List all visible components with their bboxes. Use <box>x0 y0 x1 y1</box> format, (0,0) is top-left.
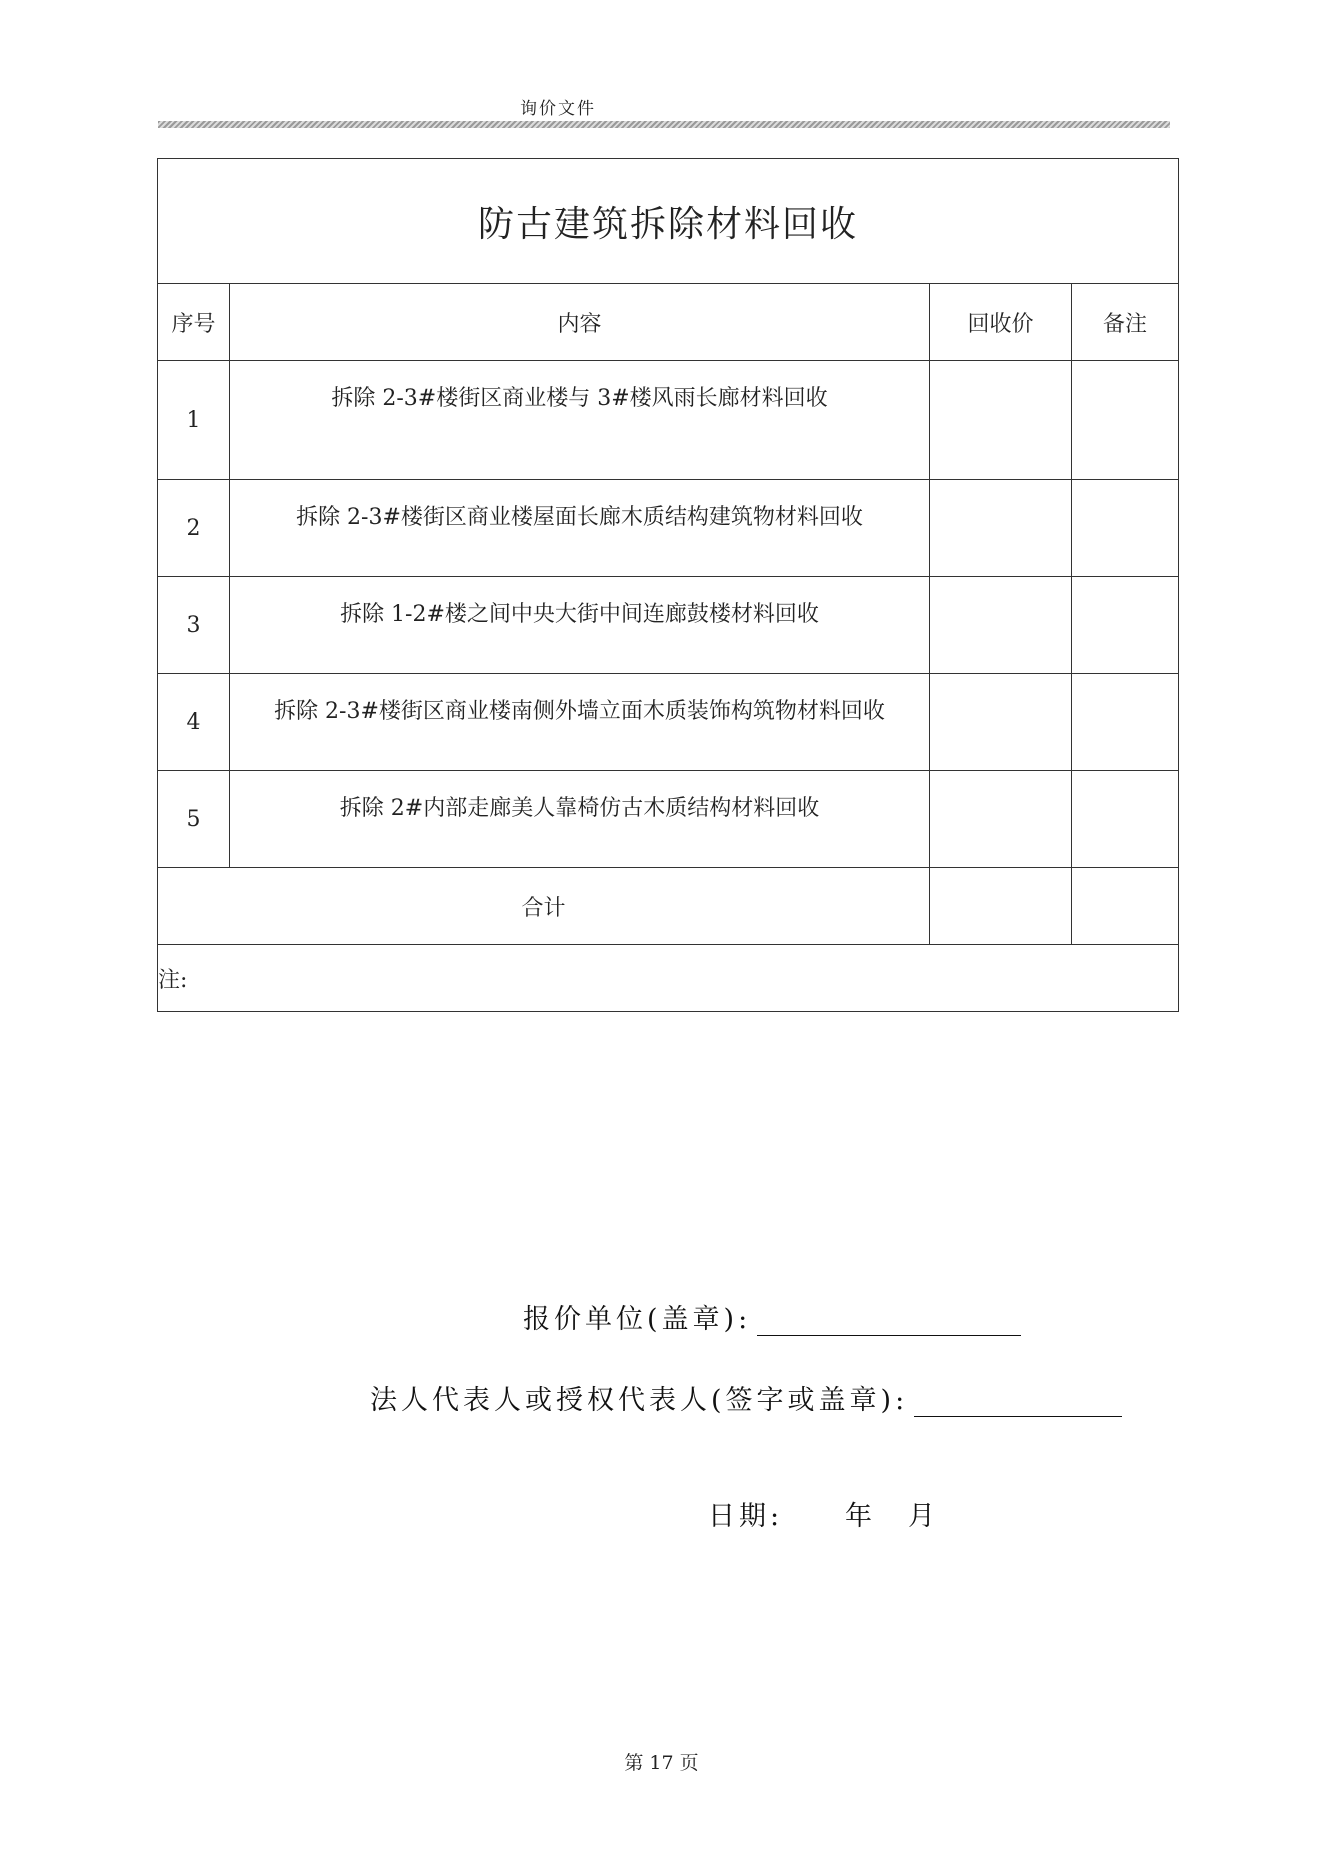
legal-rep-signature <box>370 1378 1122 1417</box>
column-header-seq: 序号 <box>158 284 230 361</box>
row-seq: 5 <box>158 771 230 868</box>
date-year-label: 年 <box>845 1501 872 1532</box>
row-price-cell[interactable] <box>930 771 1072 868</box>
table-title: 防古建筑拆除材料回收 <box>158 159 1179 284</box>
row-price-cell[interactable] <box>930 361 1072 480</box>
row-price-cell[interactable] <box>930 480 1072 577</box>
page-number: 第 17 页 <box>624 1752 699 1774</box>
column-header-price: 回收价 <box>930 284 1072 361</box>
column-header-content: 内容 <box>230 284 930 361</box>
row-content: 拆除 2-3#楼街区商业楼屋面长廊木质结构建筑物材料回收 <box>230 480 930 577</box>
total-remark-cell[interactable] <box>1072 868 1179 945</box>
row-remark-cell[interactable] <box>1072 361 1179 480</box>
table-row <box>158 577 1179 674</box>
row-content: 拆除 1-2#楼之间中央大街中间连廊鼓楼材料回收 <box>230 577 930 674</box>
total-row <box>158 868 1179 945</box>
row-seq: 3 <box>158 577 230 674</box>
table-row <box>158 361 1179 480</box>
table-header-row <box>158 284 1179 361</box>
column-header-remark: 备注 <box>1072 284 1179 361</box>
header-divider <box>158 121 1170 128</box>
table-row <box>158 480 1179 577</box>
row-remark-cell[interactable] <box>1072 480 1179 577</box>
note-row <box>158 945 1179 1012</box>
row-seq: 2 <box>158 480 230 577</box>
row-price-cell[interactable] <box>930 674 1072 771</box>
legal-rep-line[interactable] <box>914 1390 1122 1417</box>
row-price-cell[interactable] <box>930 577 1072 674</box>
row-content: 拆除 2-3#楼街区商业楼与 3#楼风雨长廊材料回收 <box>230 361 930 480</box>
note-label: 注: <box>158 945 1179 1012</box>
row-seq: 1 <box>158 361 230 480</box>
document-header-label: 询价文件 <box>520 99 596 119</box>
row-seq: 4 <box>158 674 230 771</box>
quote-unit-label: 报价单位(盖章): <box>523 1304 752 1335</box>
row-remark-cell[interactable] <box>1072 771 1179 868</box>
quote-unit-signature <box>523 1297 1021 1336</box>
date-month-label: 月 <box>908 1501 935 1532</box>
row-remark-cell[interactable] <box>1072 577 1179 674</box>
quote-unit-line[interactable] <box>757 1309 1021 1336</box>
table-row <box>158 771 1179 868</box>
quote-table <box>157 158 1179 1012</box>
total-price-cell[interactable] <box>930 868 1072 945</box>
row-content: 拆除 2#内部走廊美人靠椅仿古木质结构材料回收 <box>230 771 930 868</box>
table-row <box>158 674 1179 771</box>
row-remark-cell[interactable] <box>1072 674 1179 771</box>
row-content: 拆除 2-3#楼街区商业楼南侧外墙立面木质装饰构筑物材料回收 <box>230 674 930 771</box>
legal-rep-label: 法人代表人或授权代表人(签字或盖章): <box>370 1385 909 1416</box>
total-label: 合计 <box>158 868 930 945</box>
date-label: 日期: <box>708 1501 784 1532</box>
